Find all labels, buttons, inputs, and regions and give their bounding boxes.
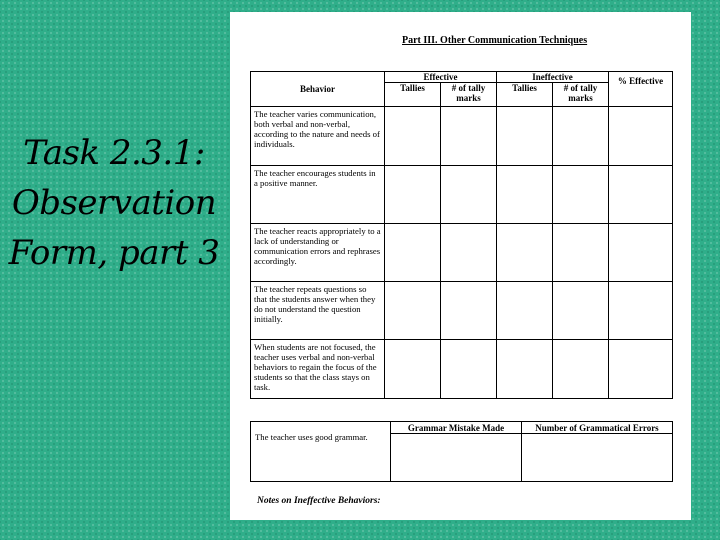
ineffective-tally-marks-cell bbox=[553, 224, 609, 282]
slide-title-line-3: Form, part 3 bbox=[8, 233, 220, 273]
notes-label: Notes on Ineffective Behaviors: bbox=[257, 496, 381, 506]
behavior-cell: The teacher varies communication, both verbal and non-verbal, according to the nature and needs of individuals. bbox=[251, 107, 385, 166]
ineffective-tallies-cell bbox=[497, 282, 553, 340]
table-row bbox=[251, 282, 673, 340]
table-row bbox=[251, 166, 673, 224]
slide-title bbox=[8, 128, 220, 278]
grammar-behavior-cell: The teacher uses good grammar. bbox=[251, 422, 391, 482]
header-effective-tallies: Tallies bbox=[385, 83, 441, 107]
header-ineffective-tally-marks: # of tally marks bbox=[553, 83, 609, 107]
ineffective-tally-marks-cell bbox=[553, 107, 609, 166]
observation-form-image bbox=[230, 12, 691, 520]
part-heading: Part III. Other Communication Techniques bbox=[402, 35, 588, 46]
behavior-cell: The teacher repeats questions so that the students answer when they do not understand the question initially. bbox=[251, 282, 385, 340]
percent-effective-cell bbox=[609, 107, 673, 166]
ineffective-tally-marks-cell bbox=[553, 166, 609, 224]
effective-tallies-cell bbox=[385, 340, 441, 399]
effective-tally-marks-cell bbox=[441, 340, 497, 399]
ineffective-tally-marks-cell bbox=[553, 340, 609, 399]
ineffective-tallies-cell bbox=[497, 340, 553, 399]
grammar-mistake-header: Grammar Mistake Made bbox=[391, 422, 522, 434]
effective-tally-marks-cell bbox=[441, 282, 497, 340]
slide-title-line-2: Observation bbox=[11, 183, 217, 223]
table-row bbox=[251, 107, 673, 166]
effective-tally-marks-cell bbox=[441, 224, 497, 282]
effective-tally-marks-cell bbox=[441, 107, 497, 166]
effective-tallies-cell bbox=[385, 282, 441, 340]
effective-tallies-cell bbox=[385, 166, 441, 224]
percent-effective-cell bbox=[609, 166, 673, 224]
percent-effective-cell bbox=[609, 340, 673, 399]
percent-effective-cell bbox=[609, 282, 673, 340]
header-effective-tally-marks: # of tally marks bbox=[441, 83, 497, 107]
grammar-table bbox=[250, 421, 673, 482]
header-ineffective-tallies: Tallies bbox=[497, 83, 553, 107]
ineffective-tallies-cell bbox=[497, 166, 553, 224]
effective-tallies-cell bbox=[385, 107, 441, 166]
table-row bbox=[251, 340, 673, 399]
grammar-count-header: Number of Grammatical Errors bbox=[522, 422, 673, 434]
header-percent-effective: % Effective bbox=[609, 72, 673, 107]
behavior-cell: The teacher encourages students in a positive manner. bbox=[251, 166, 385, 224]
ineffective-tallies-cell bbox=[497, 107, 553, 166]
header-ineffective: Ineffective bbox=[497, 72, 609, 83]
header-behavior: Behavior bbox=[251, 72, 385, 107]
behavior-cell: When students are not focused, the teacher uses verbal and non-verbal behaviors to regain the focus of the students so that the class stays on task. bbox=[251, 340, 385, 399]
slide-title-line-1: Task 2.3.1: bbox=[23, 133, 205, 173]
behavior-cell: The teacher reacts appropriately to a lack of understanding or communication errors and rephrases accordingly. bbox=[251, 224, 385, 282]
effective-tally-marks-cell bbox=[441, 166, 497, 224]
header-effective: Effective bbox=[385, 72, 497, 83]
effective-tallies-cell bbox=[385, 224, 441, 282]
grammar-count-cell bbox=[522, 434, 673, 482]
ineffective-tallies-cell bbox=[497, 224, 553, 282]
observation-table bbox=[250, 71, 673, 399]
table-row bbox=[251, 224, 673, 282]
percent-effective-cell bbox=[609, 224, 673, 282]
grammar-mistake-cell bbox=[391, 434, 522, 482]
ineffective-tally-marks-cell bbox=[553, 282, 609, 340]
